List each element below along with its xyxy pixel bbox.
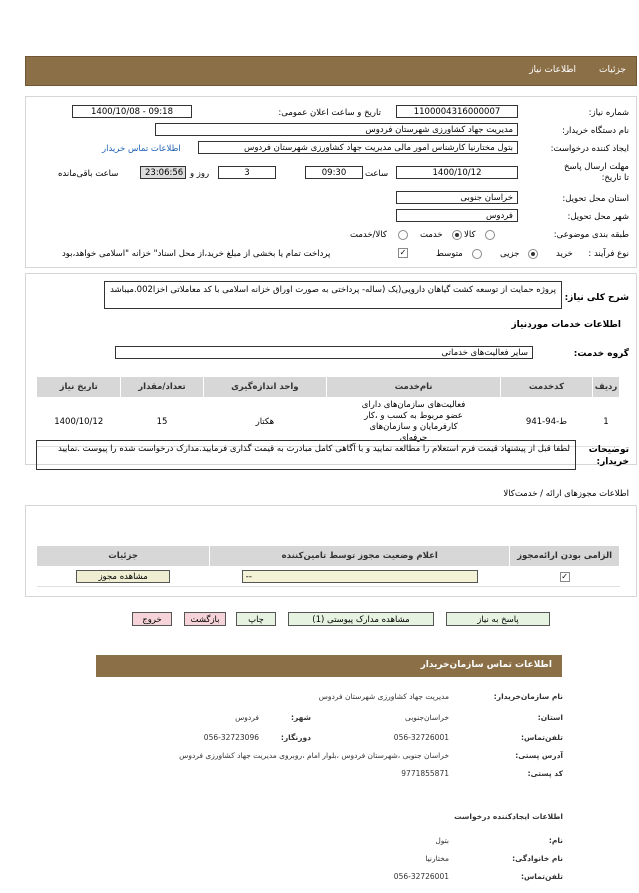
- need-number-label: شماره نیاز:: [588, 108, 629, 118]
- deadline-time-field: 09:30: [305, 166, 363, 179]
- creator-label: ایجاد کننده درخواست:: [550, 144, 629, 154]
- summary-label: شرح کلی نیاز:: [564, 293, 629, 303]
- creator-name-label: نام:: [548, 836, 563, 845]
- table-row: [37, 567, 620, 587]
- permits-table: [36, 545, 620, 587]
- service-group-label: گروه خدمت:: [573, 349, 629, 359]
- category-service-label: خدمت: [420, 230, 443, 240]
- announce-field: 1400/10/08 - 09:18: [72, 105, 192, 118]
- permit-status-cell: [210, 567, 510, 587]
- col-unit: واحد اندازه‌گیری: [203, 377, 327, 398]
- permit-details-cell: [37, 567, 210, 587]
- attachments-button[interactable]: مشاهده مدارک پیوستی (1): [288, 612, 434, 626]
- buyer-org-label: نام دستگاه خریدار:: [562, 126, 629, 136]
- permit-status-field: --: [242, 570, 478, 583]
- reply-button[interactable]: پاسخ به نیاز: [446, 612, 550, 626]
- deadline-date-field: 1400/10/12: [396, 166, 518, 179]
- col-date: تاریخ نیاز: [37, 377, 121, 398]
- view-permit-button[interactable]: مشاهده مجوز: [76, 570, 170, 583]
- service-date: 1400/10/12: [37, 398, 121, 447]
- city-contact-value: فردوس: [235, 713, 259, 722]
- tab-need-info[interactable]: اطلاعات نیاز: [529, 65, 576, 75]
- process-partial-radio[interactable]: [528, 249, 538, 259]
- org-label: نام سازمان‌خریدار:: [493, 692, 563, 701]
- row-number: 1: [593, 398, 620, 447]
- creator-family-label: نام خانوادگی:: [512, 854, 563, 863]
- need-number-field: 1100004316000007: [396, 105, 518, 118]
- services-title: اطلاعات خدمات مورد‌نیاز: [511, 320, 621, 330]
- col-permit-required: الزامی بودن ارائه‌مجوز: [510, 546, 620, 567]
- permits-title: اطلاعات مجوزهای ارائه / خدمت‌کالا: [503, 489, 629, 499]
- creator-name-value: بتول: [435, 836, 449, 845]
- fax-value: 056-32723096: [203, 733, 259, 742]
- creator-phone-label: تلفن‌تماس:: [520, 872, 563, 881]
- postal-label: کد پستی:: [527, 769, 563, 778]
- need-info-panel: [25, 96, 637, 268]
- service-code: ط-94-941: [500, 398, 592, 447]
- deadline-time-label: ساعت: [365, 169, 389, 179]
- summary-text-box: پروژه حمایت از توسعه کشت گیاهان دارویی(یک (ساله- پرداختی به صورت اوراق خزانه اسلامی با کد معاملاتی اخزا002.میباشد: [104, 281, 562, 309]
- buyer-contact-link[interactable]: اطلاعات تماس خریدار: [102, 144, 181, 154]
- service-qty: 15: [121, 398, 203, 447]
- province-contact-label: استان:: [537, 713, 563, 722]
- exit-button[interactable]: خروج: [132, 612, 172, 626]
- payment-note: پرداخت تمام یا بخشی از مبلغ خرید،از محل اسناد" خزانه "اسلامی خواهد،بود: [62, 249, 331, 259]
- payment-checkbox[interactable]: ✓: [399, 248, 407, 257]
- contact-title-bar: [96, 655, 562, 677]
- permit-required-cell: [510, 567, 620, 587]
- address-label: آدرس پستی:: [515, 751, 563, 760]
- buyer-notes-box: لطفا قبل از پیشنهاد قیمت فرم استعلام را مطالعه نمایید و با آگاهی کامل مبادرت به قیمت گذاری فرمایید.مدارک درخواست شده را پیوست .نمایید: [36, 440, 576, 470]
- phone-label: تلفن‌تماس:: [520, 733, 563, 742]
- process-label: نوع فرآیند :: [588, 249, 629, 259]
- deadline-label: مهلت ارسال پاسخ تا تاریخ:: [564, 162, 629, 183]
- col-permit-details: جزئیات: [37, 546, 210, 567]
- permits-header-row: [37, 546, 620, 567]
- process-medium-label: متوسط: [436, 249, 463, 259]
- address-value: خراسان جنوبی ،شهرستان فردوس ،بلوار امام ،روبروی مدیریت جهاد کشاورزی فردوس: [179, 751, 449, 760]
- services-table: [36, 376, 620, 447]
- fax-label: دورنگار:: [280, 733, 311, 742]
- back-button[interactable]: بازگشت: [184, 612, 226, 626]
- province-field: خراسان جنوبی: [396, 191, 518, 204]
- buyer-notes-label: توضیحات خریدار:: [588, 445, 629, 467]
- creator-field: بتول مختارنیا کارشناس امور مالی مدیریت جهاد کشاورزی شهرستان فردوس: [198, 141, 518, 154]
- announce-label: تاریخ و ساعت اعلان عمومی:: [278, 108, 381, 118]
- city-field: فردوس: [396, 209, 518, 222]
- service-group-field: سایر فعالیت‌های خدماتی: [115, 346, 533, 359]
- remaining-label: ساعت باقی‌مانده: [58, 169, 119, 179]
- process-partial-label: جزیی: [500, 249, 520, 259]
- category-goods-radio[interactable]: [485, 230, 495, 240]
- category-service-radio[interactable]: [452, 230, 462, 240]
- phone-value: 056-32726001: [393, 733, 449, 742]
- print-button[interactable]: چاپ: [236, 612, 276, 626]
- col-qty: تعداد/مقدار: [121, 377, 203, 398]
- col-code: کدخدمت: [500, 377, 592, 398]
- category-goods-service-label: کالا/خدمت: [350, 230, 387, 240]
- buyer-org-field: مدیریت جهاد کشاورزی شهرستان فردوس: [155, 123, 518, 136]
- services-header-row: [37, 377, 620, 398]
- days-field: 3: [218, 166, 276, 179]
- city-label: شهر محل تحویل:: [567, 212, 629, 222]
- remaining-time-field: 23:06:56: [140, 166, 186, 179]
- top-nav-bar: [25, 56, 637, 86]
- permit-required-checkbox: ✓: [561, 571, 568, 581]
- province-contact-value: خراسان‌جنوبی: [404, 713, 449, 722]
- creator-info-title: اطلاعات ایجادکننده درخواست: [454, 812, 563, 821]
- col-permit-status: اعلام وضعیت مجوز توسط تامین‌کننده: [210, 546, 510, 567]
- process-medium-radio[interactable]: [472, 249, 482, 259]
- tab-details[interactable]: جزئیات: [599, 65, 626, 75]
- postal-value: 9771855871: [401, 769, 449, 778]
- category-goods-label: کالا: [464, 230, 476, 240]
- creator-family-value: مختارنیا: [425, 854, 449, 863]
- contact-title: اطلاعات تماس سازمان‌خریدار: [420, 660, 552, 670]
- col-row: ردیف: [593, 377, 620, 398]
- category-label: طبقه بندی موضوعی:: [553, 230, 629, 240]
- city-contact-label: شهر:: [291, 713, 311, 722]
- col-name: نام‌خدمت: [327, 377, 501, 398]
- process-buy-label: خرید: [556, 249, 573, 259]
- service-name: فعالیت‌های سازمان‌های دارای عضو مربوط به کسب و ،کار کارفرمایان و سازمان‌های حرفه‌ای: [327, 398, 501, 447]
- org-value: مدیریت جهاد کشاورزی شهرستان فردوس: [318, 692, 449, 701]
- service-unit: هکتار: [203, 398, 327, 447]
- category-goods-service-radio[interactable]: [398, 230, 408, 240]
- province-label: استان محل تحویل:: [562, 194, 629, 204]
- creator-phone-value: 056-32726001: [393, 872, 449, 881]
- day-label: روز و: [190, 169, 210, 179]
